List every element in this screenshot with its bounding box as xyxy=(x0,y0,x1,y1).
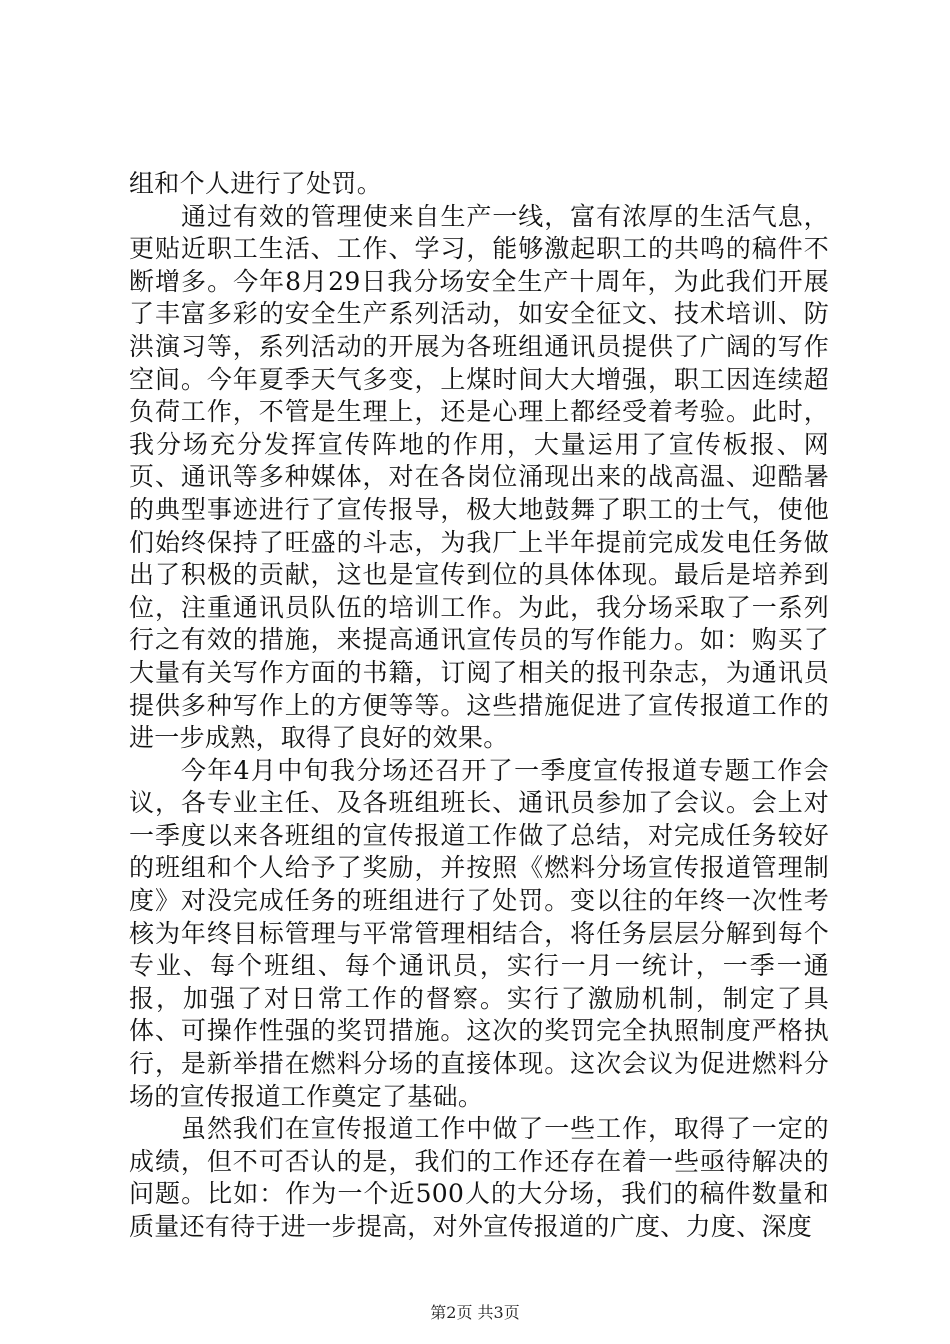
page-footer: 第2页 共3页 xyxy=(430,1303,520,1322)
paragraph-continuation: 组和个人进行了处罚。 xyxy=(129,169,383,198)
document-body xyxy=(129,168,829,1244)
paragraph-meeting: 今年4月中旬我分场还召开了一季度宣传报道专题工作会议，各专业主任、及各班组班长、通讯员参加了会议。会上对一季度以来各班组的宣传报道工作做了总结，对完成任务较好的班组和个人给予了奖励，并按照《燃料分场宣传报道管理制度》对没完成任务的班组进行了处罚。变以往的年终一次性考核为年终目标管理与平常管理相结合，将任务层层分解到每个专业、每个班组、每个通讯员，实行一月一统计，一季一通报，加强了对日常工作的督察。实行了激励机制，制定了具体、可操作性强的奖罚措施。这次的奖罚完全执照制度严格执行，是新举措在燃料分场的直接体现。这次会议为促进燃料分场的宣传报道工作奠定了基础。 xyxy=(129,755,829,1111)
paragraph-management: 通过有效的管理使来自生产一线，富有浓厚的生活气息，更贴近职工生活、工作、学习，能够激起职工的共鸣的稿件不断增多。今年8月29日我分场安全生产十周年，为此我们开展了丰富多彩的安全生产系列活动，如安全征文、技术培训、防洪演习等，系列活动的开展为各班组通讯员提供了广阔的写作空间。今年夏季天气多变，上煤时间大大增强，职工因连续超负荷工作，不管是生理上，还是心理上都经受着考验。此时，我分场充分发挥宣传阵地的作用，大量运用了宣传板报、网页、通讯等多种媒体，对在各岗位涌现出来的战高温、迎酷暑的典型事迹进行了宣传报导，极大地鼓舞了职工的士气，使他们始终保持了旺盛的斗志，为我厂上半年提前完成发电任务做出了积极的贡献，这也是宣传到位的具体体现。最后是培养到位，注重通讯员队伍的培训工作。为此，我分场采取了一系列行之有效的措施，来提高通讯宣传员的写作能力。如：购买了大量有关写作方面的书籍，订阅了相关的报刊杂志，为通讯员提供多种写作上的方便等等。这些措施促进了宣传报道工作的进一步成熟，取得了良好的效果。 xyxy=(129,201,829,753)
paragraph-problems: 虽然我们在宣传报道工作中做了一些工作，取得了一定的成绩，但不可否认的是，我们的工作还存在着一些亟待解决的问题。比如：作为一个近500人的大分场，我们的稿件数量和质量还有待于进一步提高，对外宣传报道的广度、力度、深度 xyxy=(129,1114,829,1241)
